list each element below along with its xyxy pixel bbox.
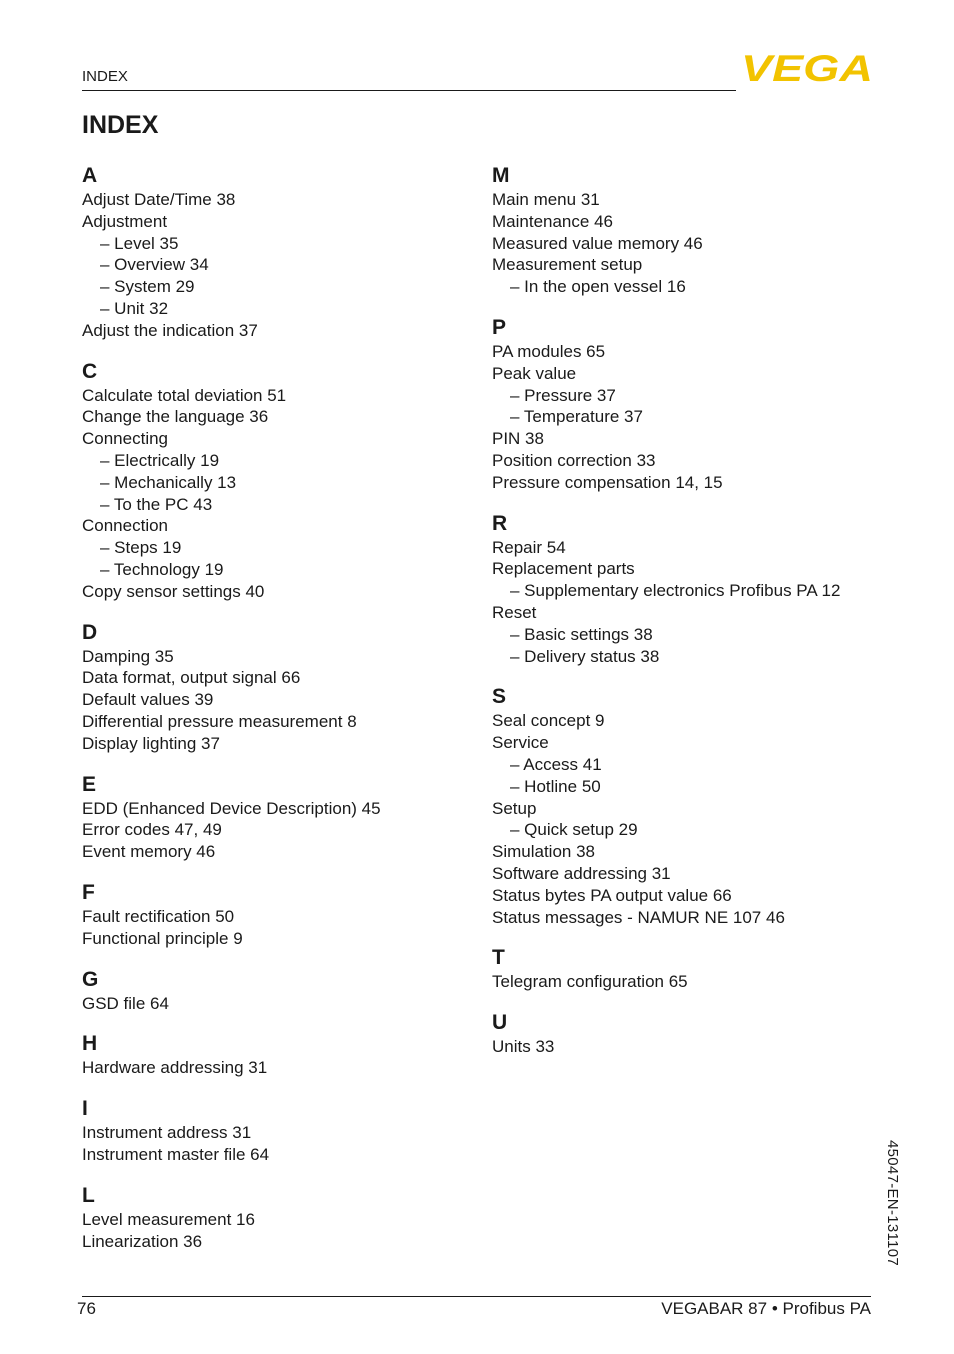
index-entry: Repair 54 [492, 537, 566, 557]
index-entry: Functional principle 9 [82, 928, 243, 948]
index-section-a [82, 163, 472, 342]
page-number: 76 [77, 1299, 96, 1318]
index-subentry: – Supplementary electronics Profibus PA 12 [510, 581, 841, 601]
index-entry: Error codes 47, 49 [82, 820, 222, 840]
index-subentry: – Level 35 [100, 233, 179, 253]
index-entry: Adjustment [82, 211, 168, 231]
index-entry: Calculate total deviation 51 [82, 385, 287, 405]
index-entry: Connecting [82, 429, 169, 449]
index-section-i [82, 1096, 472, 1166]
index-section-p [492, 315, 892, 494]
index-entry: Adjust the indication 37 [82, 320, 258, 340]
index-entry: Software addressing 31 [492, 863, 671, 883]
index-subentry: – Hotline 50 [510, 776, 601, 796]
section-letter: C [82, 359, 98, 383]
index-section-g [82, 967, 472, 1015]
index-subentry: – Basic settings 38 [510, 624, 653, 644]
section-letter: I [82, 1097, 88, 1121]
index-subentry: – System 29 [100, 277, 195, 297]
index-entry: Status messages - NAMUR NE 107 46 [492, 907, 785, 927]
section-letter: D [82, 620, 98, 644]
index-section-u [492, 1010, 892, 1058]
index-entry: EDD (Enhanced Device Description) 45 [82, 798, 381, 818]
index-entry: Units 33 [492, 1037, 555, 1057]
index-entry: Change the language 36 [82, 407, 269, 427]
section-letter: F [82, 880, 95, 904]
index-section-l [82, 1183, 472, 1253]
index-section-f [82, 880, 472, 950]
document-code: 45047-EN-131107 [884, 1140, 901, 1266]
running-header: INDEX [82, 68, 128, 85]
section-letter: H [82, 1032, 98, 1056]
index-entry: Event memory 46 [82, 842, 216, 862]
index-section-s [492, 684, 892, 928]
index-subentry: – Access 41 [510, 754, 602, 774]
section-letter: L [82, 1183, 95, 1207]
index-entry: Setup [492, 798, 537, 818]
index-entry: Hardware addressing 31 [82, 1058, 268, 1078]
header-divider [82, 90, 736, 91]
index-entry: Connection [82, 516, 169, 536]
section-letter: U [492, 1011, 508, 1035]
index-subentry: – In the open vessel 16 [510, 277, 686, 297]
index-section-t [492, 945, 892, 993]
index-column-left [82, 163, 472, 1269]
index-entry: PA modules 65 [492, 341, 606, 361]
section-letter: S [492, 685, 507, 709]
svg-text:VEGA: VEGA [741, 52, 873, 84]
index-section-e [82, 772, 472, 863]
index-entry: GSD file 64 [82, 993, 169, 1013]
index-entry: Linearization 36 [82, 1231, 203, 1251]
index-entry: Data format, output signal 66 [82, 668, 301, 688]
index-entry: Measurement setup [492, 255, 643, 275]
index-entry: Pressure compensation 14, 15 [492, 472, 723, 492]
section-letter: R [492, 511, 508, 535]
index-subentry: – Unit 32 [100, 298, 169, 318]
index-entry: Telegram configuration 65 [492, 972, 688, 992]
index-entry: Replacement parts [492, 559, 635, 579]
index-subentry: – Delivery status 38 [510, 646, 660, 666]
index-subentry: – Technology 19 [100, 559, 224, 579]
index-entry: Instrument address 31 [82, 1123, 252, 1143]
index-entry: Level measurement 16 [82, 1209, 255, 1229]
index-entry: Copy sensor settings 40 [82, 581, 265, 601]
section-letter: G [82, 967, 99, 991]
index-subentry: – Mechanically 13 [100, 472, 237, 492]
index-entry: Damping 35 [82, 646, 174, 666]
vega-logo [741, 52, 873, 84]
index-subentry: – Pressure 37 [510, 385, 616, 405]
index-entry: Reset [492, 602, 537, 622]
index-section-m [492, 163, 892, 298]
index-entry: Instrument master file 64 [82, 1144, 270, 1164]
index-entry: Simulation 38 [492, 842, 596, 862]
section-letter: M [492, 164, 510, 187]
index-section-r [492, 511, 892, 668]
index-entry: Service [492, 733, 549, 753]
index-section-h [82, 1031, 472, 1079]
page-title: INDEX [82, 111, 159, 139]
index-column-right [492, 163, 892, 1075]
index-entry: Display lighting 37 [82, 733, 220, 753]
section-letter: T [492, 946, 505, 970]
index-entry: Measured value memory 46 [492, 233, 703, 253]
index-subentry: – Electrically 19 [100, 450, 220, 470]
index-subentry: – Overview 34 [100, 255, 209, 275]
index-entry: Status bytes PA output value 66 [492, 885, 732, 905]
index-entry: Default values 39 [82, 690, 214, 710]
index-entry: Fault rectification 50 [82, 906, 235, 926]
footer-divider [82, 1296, 871, 1297]
index-entry: PIN 38 [492, 429, 544, 449]
index-entry: Main menu 31 [492, 190, 600, 209]
index-subentry: – Temperature 37 [510, 407, 643, 427]
section-letter: P [492, 315, 507, 339]
index-subentry: – To the PC 43 [100, 494, 213, 514]
section-letter: A [82, 164, 98, 187]
index-entry: Adjust Date/Time 38 [82, 190, 236, 209]
index-section-d [82, 620, 472, 755]
index-entry: Seal concept 9 [492, 711, 605, 731]
footer-product-name: VEGABAR 87 • Profibus PA [661, 1299, 871, 1318]
index-entry: Differential pressure measurement 8 [82, 711, 357, 731]
section-letter: E [82, 772, 97, 796]
index-entry: Maintenance 46 [492, 211, 613, 231]
index-entry: Peak value [492, 363, 577, 383]
index-entry: Position correction 33 [492, 450, 656, 470]
index-section-c [82, 359, 472, 603]
index-subentry: – Steps 19 [100, 538, 182, 558]
index-subentry: – Quick setup 29 [510, 820, 638, 840]
